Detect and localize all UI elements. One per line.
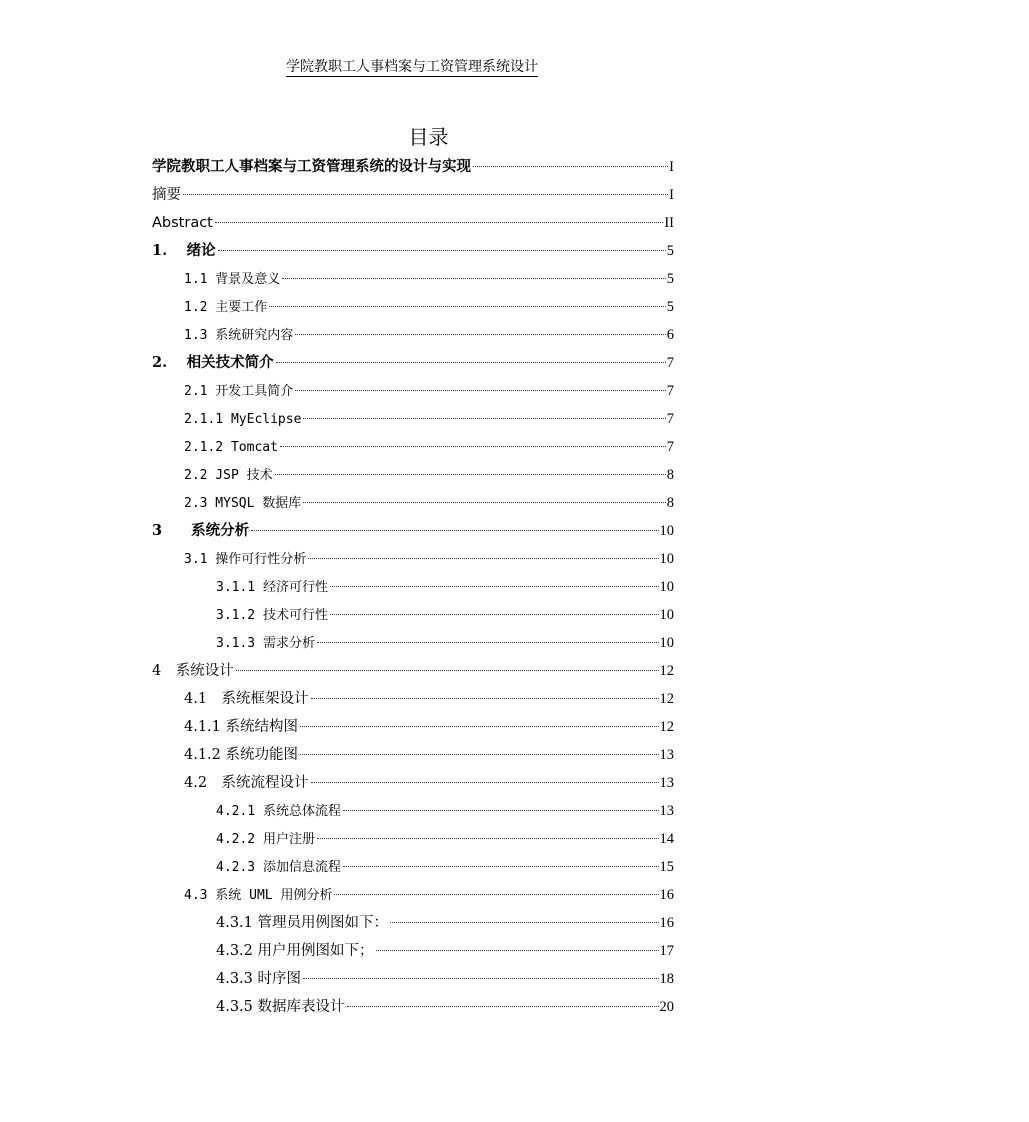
dot-leader	[303, 418, 665, 419]
toc-entry-label: 4.2 系统流程设计	[184, 775, 309, 791]
toc-entry-page: 7	[666, 411, 674, 427]
toc-entry[interactable]	[152, 349, 674, 377]
toc-entry-page: 8	[666, 495, 674, 511]
toc-entry-label: 4.2.1 系统总体流程	[216, 804, 341, 819]
toc-entry-page: 10	[659, 635, 674, 651]
toc-entry-page: 16	[659, 887, 674, 903]
toc-entry-label: 2.2 JSP 技术	[184, 468, 273, 483]
toc-entry-label: 4.3.1 管理员用例图如下：	[216, 915, 389, 931]
dot-leader	[295, 390, 665, 391]
toc-entry[interactable]	[152, 657, 674, 685]
toc-entry[interactable]	[152, 825, 674, 853]
toc-entry-label: 4.3.3 时序图	[216, 971, 302, 987]
toc-entry-page: 7	[666, 355, 674, 371]
toc-entry-page: 8	[666, 467, 674, 483]
toc-entry[interactable]	[152, 293, 674, 321]
dot-leader	[251, 530, 658, 531]
toc-entry-label: 2. 相关技术简介	[152, 354, 274, 371]
dot-leader	[334, 894, 658, 895]
toc-entry-page: 5	[666, 299, 674, 315]
toc-entry[interactable]	[152, 545, 674, 573]
toc-entry[interactable]	[152, 153, 674, 181]
toc-entry-label: 4.1.1 系统结构图	[184, 719, 299, 735]
toc-entry[interactable]	[152, 405, 674, 433]
dot-leader	[275, 474, 666, 475]
toc-entry-page: 10	[659, 607, 674, 623]
toc-entry-label: 3.1.3 需求分析	[216, 636, 315, 651]
toc-entry[interactable]	[152, 685, 674, 713]
dot-leader	[280, 446, 666, 447]
toc-entry[interactable]	[152, 321, 674, 349]
toc-entry-label: 2.1.2 Tomcat	[184, 440, 278, 455]
dot-leader	[308, 558, 658, 559]
toc-entry[interactable]	[152, 769, 674, 797]
dot-leader	[343, 866, 659, 867]
dot-leader	[473, 166, 668, 167]
toc-entry-label: 2.1.1 MyEclipse	[184, 412, 302, 427]
toc-entry-label: 1.3 系统研究内容	[184, 328, 294, 343]
toc-entry[interactable]	[152, 853, 674, 881]
toc-entry-label: 3.1 操作可行性分析	[184, 552, 307, 567]
toc-entry-page: 7	[666, 439, 674, 455]
toc-entry[interactable]	[152, 601, 674, 629]
toc-entry-page: 12	[659, 691, 674, 707]
dot-leader	[300, 754, 658, 755]
toc-entry-label: 4 系统设计	[152, 663, 234, 679]
dot-leader	[311, 698, 659, 699]
toc-entry-page: 12	[659, 719, 674, 735]
toc-entry-page: 20	[659, 999, 674, 1015]
toc-entry-page: 10	[659, 579, 674, 595]
dot-leader	[347, 1006, 659, 1007]
dot-leader	[300, 726, 658, 727]
toc-entry-page: 13	[659, 747, 674, 763]
toc-entry-label: 4.3 系统 UML 用例分析	[184, 888, 333, 903]
toc-entry-page: 10	[659, 523, 674, 539]
toc-entry-label: Abstract	[152, 215, 213, 231]
toc-entry-label: 4.2.3 添加信息流程	[216, 860, 341, 875]
dot-leader	[282, 278, 665, 279]
toc-entry[interactable]	[152, 181, 674, 209]
toc-entry-page: 6	[666, 327, 674, 343]
toc-entry[interactable]	[152, 433, 674, 461]
dot-leader	[330, 614, 659, 615]
toc-entry[interactable]	[152, 881, 674, 909]
toc-entry-label: 1.1 背景及意义	[184, 272, 281, 287]
dot-leader	[330, 586, 659, 587]
toc-entry-page: 13	[659, 803, 674, 819]
toc-entry-label: 4.3.5 数据库表设计	[216, 999, 345, 1015]
toc-entry-page: 18	[659, 971, 674, 987]
table-of-contents	[152, 153, 674, 1021]
toc-entry[interactable]	[152, 237, 674, 265]
toc-entry[interactable]	[152, 461, 674, 489]
toc-entry-page: 7	[666, 383, 674, 399]
toc-entry[interactable]	[152, 713, 674, 741]
dot-leader	[343, 810, 659, 811]
toc-entry-page: I	[669, 187, 674, 203]
toc-entry[interactable]	[152, 993, 674, 1021]
dot-leader	[218, 250, 666, 251]
toc-entry-page: 12	[659, 663, 674, 679]
toc-entry-page: II	[664, 215, 674, 231]
dot-leader	[303, 502, 665, 503]
toc-entry[interactable]	[152, 517, 674, 545]
toc-entry-page: 5	[666, 243, 674, 259]
toc-title: 目录	[408, 125, 449, 149]
toc-entry[interactable]	[152, 377, 674, 405]
dot-leader	[215, 222, 663, 223]
dot-leader	[317, 838, 659, 839]
dot-leader	[390, 922, 658, 923]
dot-leader	[295, 334, 665, 335]
dot-leader	[376, 950, 659, 951]
toc-entry[interactable]	[152, 937, 674, 965]
dot-leader	[236, 670, 659, 671]
toc-entry-page: 14	[659, 831, 674, 847]
toc-entry-label: 4.3.2 用户用例图如下；	[216, 943, 374, 959]
toc-entry-label: 学院教职工人事档案与工资管理系统的设计与实现	[152, 158, 471, 175]
toc-entry[interactable]	[152, 797, 674, 825]
toc-entry-label: 3.1.1 经济可行性	[216, 580, 328, 595]
toc-entry[interactable]	[152, 209, 674, 237]
toc-entry-label: 4.1 系统框架设计	[184, 691, 309, 707]
toc-entry-page: 17	[659, 943, 674, 959]
toc-entry[interactable]	[152, 965, 674, 993]
toc-entry[interactable]	[152, 909, 674, 937]
dot-leader	[311, 782, 659, 783]
toc-entry-page: 15	[659, 859, 674, 875]
toc-entry-page: 16	[659, 915, 674, 931]
toc-entry-label: 2.3 MYSQL 数据库	[184, 496, 302, 511]
toc-entry-label: 摘要	[152, 187, 181, 203]
toc-entry[interactable]	[152, 265, 674, 293]
toc-entry-label: 4.1.2 系统功能图	[184, 747, 299, 763]
toc-entry-page: 13	[659, 775, 674, 791]
toc-entry-label: 4.2.2 用户注册	[216, 832, 315, 847]
dot-leader	[269, 306, 665, 307]
toc-entry-label: 3 系统分析	[152, 522, 250, 539]
toc-entry-label: 3.1.2 技术可行性	[216, 608, 328, 623]
running-header: 学院教职工人事档案与工资管理系统设计	[286, 59, 538, 75]
dot-leader	[303, 978, 658, 979]
toc-entry-page: 10	[659, 551, 674, 567]
toc-entry-label: 1.2 主要工作	[184, 300, 268, 315]
toc-entry-page: I	[669, 159, 674, 175]
toc-entry[interactable]	[152, 489, 674, 517]
toc-entry[interactable]	[152, 573, 674, 601]
toc-entry[interactable]	[152, 629, 674, 657]
toc-entry-label: 1. 绪论	[152, 242, 216, 259]
dot-leader	[317, 642, 659, 643]
dot-leader	[276, 362, 666, 363]
toc-entry-label: 2.1 开发工具简介	[184, 384, 294, 399]
toc-entry-page: 5	[666, 271, 674, 287]
dot-leader	[183, 194, 668, 195]
toc-entry[interactable]	[152, 741, 674, 769]
